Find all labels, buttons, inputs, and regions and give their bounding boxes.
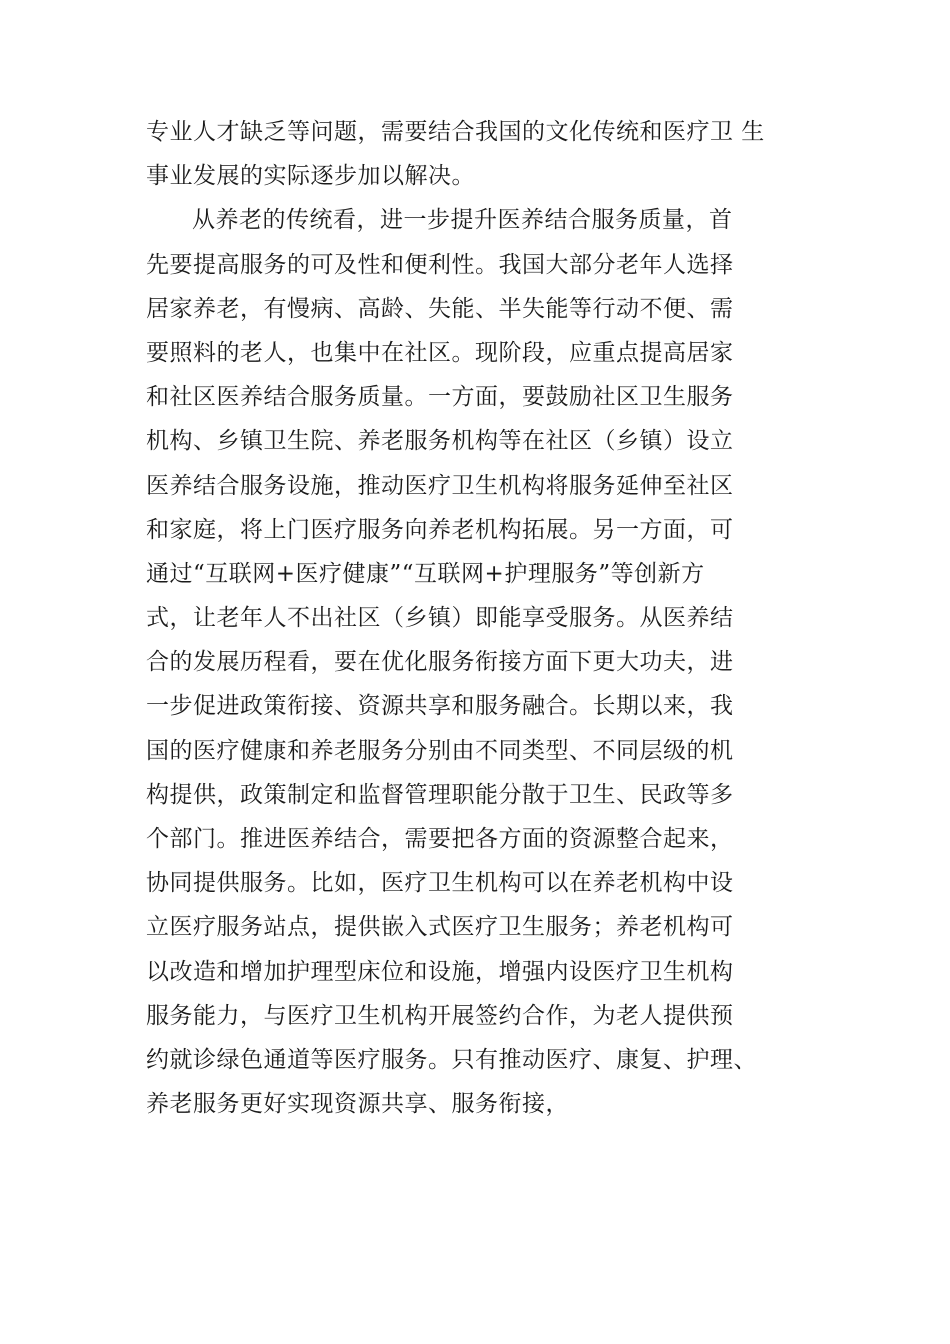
text-line: 以改造和增加护理型床位和设施，增强内设医疗卫生机构 bbox=[146, 958, 734, 985]
text-line: 构提供，政策制定和监督管理职能分散于卫生、民政等多 bbox=[146, 781, 734, 808]
text-line: 居家养老，有慢病、高龄、失能、半失能等行动不便、需 bbox=[146, 295, 734, 322]
text-line: 和家庭，将上门医疗服务向养老机构拓展。另一方面，可 bbox=[146, 516, 734, 543]
text-line: 通过“互联网+医疗健康”“互联网+护理服务”等创新方 bbox=[146, 560, 705, 587]
text-line: 协同提供服务。比如，医疗卫生机构可以在养老机构中设 bbox=[146, 870, 734, 897]
text-line: 先要提高服务的可及性和便利性。我国大部分老年人选择 bbox=[146, 251, 734, 278]
body-text bbox=[146, 110, 806, 1126]
text-line: 个部门。推进医养结合，需要把各方面的资源整合起来， bbox=[146, 826, 734, 852]
text-line: 医养结合服务设施，推动医疗卫生机构将服务延伸至社区 bbox=[146, 472, 734, 499]
text-line: 事业发展的实际逐步加以解决。 bbox=[146, 163, 475, 190]
text-line: 一步促进政策衔接、资源共享和服务融合。长期以来，我 bbox=[146, 693, 734, 720]
text-line: 要照料的老人，也集中在社区。现阶段，应重点提高居家 bbox=[146, 339, 734, 366]
text-line: 立医疗服务站点，提供嵌入式医疗卫生服务；养老机构可 bbox=[146, 914, 734, 941]
text-line: 式，让老年人不出社区（乡镇）即能享受服务。从医养结 bbox=[146, 605, 734, 632]
text-line: 和社区医养结合服务质量。一方面，要鼓励社区卫生服务 bbox=[146, 384, 734, 411]
text-line: 服务能力，与医疗卫生机构开展签约合作，为老人提供预 bbox=[146, 1002, 734, 1029]
text-line: 专业人才缺乏等问题，需要结合我国的文化传统和医疗卫 生 bbox=[146, 119, 765, 145]
text-line: 机构、乡镇卫生院、养老服务机构等在社区（乡镇）设立 bbox=[146, 428, 734, 455]
paragraph-first-line: 从养老的传统看，进一步提升医养结合服务质量，首 bbox=[192, 207, 733, 234]
text-line: 国的医疗健康和养老服务分别由不同类型、不同层级的机 bbox=[146, 737, 734, 764]
text-line: 养老服务更好实现资源共享、服务衔接， bbox=[146, 1091, 569, 1118]
text-line: 合的发展历程看，要在优化服务衔接方面下更大功夫，进 bbox=[146, 649, 734, 676]
text-line: 约就诊绿色通道等医疗服务。只有推动医疗、康复、护理、 bbox=[146, 1046, 757, 1073]
